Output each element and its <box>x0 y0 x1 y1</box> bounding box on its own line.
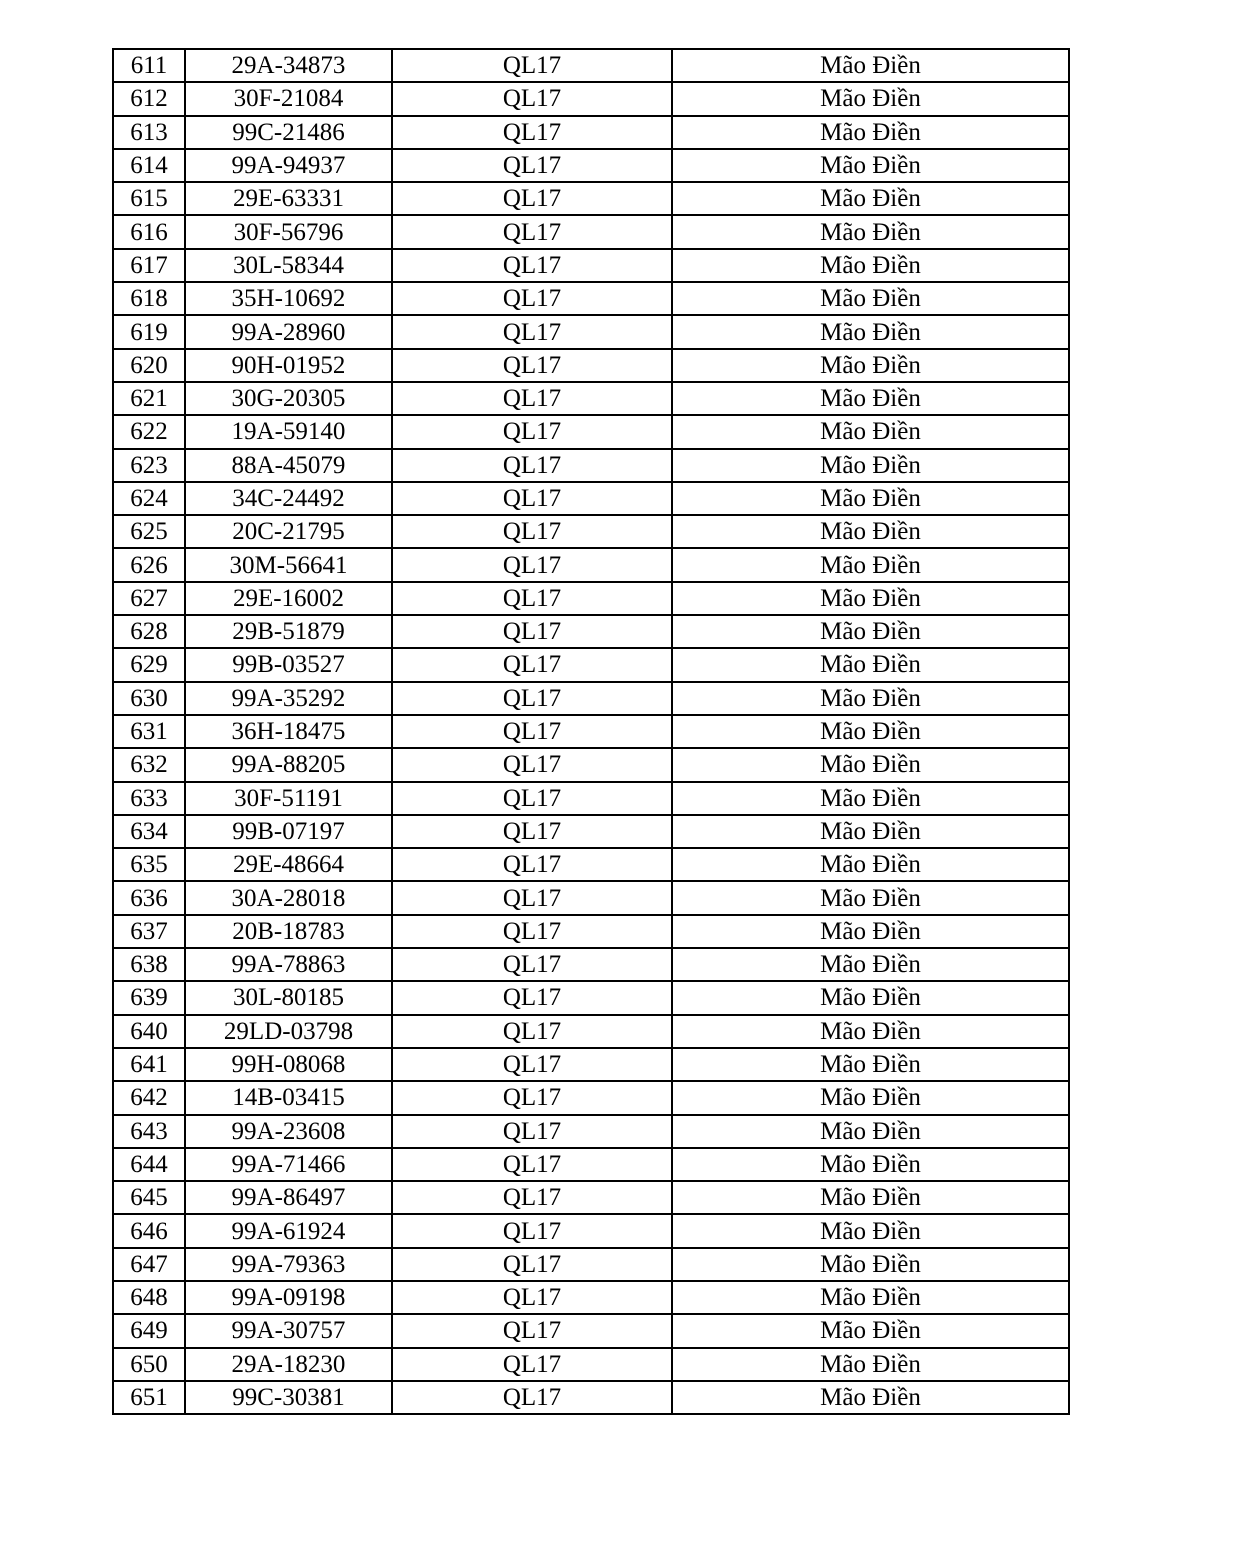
location-cell: Mão Điền <box>672 548 1069 581</box>
location-cell: Mão Điền <box>672 848 1069 881</box>
route-cell: QL17 <box>392 915 672 948</box>
license-plate-cell: 30F-51191 <box>185 782 392 815</box>
row-number-cell: 616 <box>113 215 185 248</box>
row-number-cell: 639 <box>113 981 185 1014</box>
location-cell: Mão Điền <box>672 282 1069 315</box>
license-plate-cell: 19A-59140 <box>185 415 392 448</box>
location-cell: Mão Điền <box>672 249 1069 282</box>
location-cell: Mão Điền <box>672 1148 1069 1181</box>
table-row <box>113 981 1069 1014</box>
table-row <box>113 515 1069 548</box>
location-cell: Mão Điền <box>672 182 1069 215</box>
route-cell: QL17 <box>392 881 672 914</box>
license-plate-cell: 99A-30757 <box>185 1314 392 1347</box>
row-number-cell: 645 <box>113 1181 185 1214</box>
table-row <box>113 1015 1069 1048</box>
table-row <box>113 82 1069 115</box>
table-row <box>113 1381 1069 1414</box>
license-plate-cell: 88A-45079 <box>185 449 392 482</box>
license-plate-cell: 29B-51879 <box>185 615 392 648</box>
table-row <box>113 782 1069 815</box>
row-number-cell: 631 <box>113 715 185 748</box>
row-number-cell: 641 <box>113 1048 185 1081</box>
license-plate-cell: 99B-07197 <box>185 815 392 848</box>
route-cell: QL17 <box>392 1081 672 1114</box>
route-cell: QL17 <box>392 548 672 581</box>
route-cell: QL17 <box>392 981 672 1014</box>
route-cell: QL17 <box>392 482 672 515</box>
row-number-cell: 628 <box>113 615 185 648</box>
table-row <box>113 1314 1069 1347</box>
location-cell: Mão Điền <box>672 1181 1069 1214</box>
row-number-cell: 650 <box>113 1348 185 1381</box>
license-plate-cell: 29A-18230 <box>185 1348 392 1381</box>
license-plate-cell: 29E-48664 <box>185 848 392 881</box>
table-row <box>113 415 1069 448</box>
table-row <box>113 315 1069 348</box>
license-plate-cell: 30F-21084 <box>185 82 392 115</box>
location-cell: Mão Điền <box>672 515 1069 548</box>
row-number-cell: 633 <box>113 782 185 815</box>
row-number-cell: 615 <box>113 182 185 215</box>
row-number-cell: 643 <box>113 1115 185 1148</box>
license-plate-cell: 30L-80185 <box>185 981 392 1014</box>
location-cell: Mão Điền <box>672 748 1069 781</box>
row-number-cell: 635 <box>113 848 185 881</box>
table-row <box>113 748 1069 781</box>
location-cell: Mão Điền <box>672 881 1069 914</box>
route-cell: QL17 <box>392 1314 672 1347</box>
license-plate-cell: 90H-01952 <box>185 349 392 382</box>
table-row <box>113 848 1069 881</box>
route-cell: QL17 <box>392 1248 672 1281</box>
table-row <box>113 548 1069 581</box>
row-number-cell: 611 <box>113 49 185 82</box>
route-cell: QL17 <box>392 1281 672 1314</box>
table-row <box>113 449 1069 482</box>
location-cell: Mão Điền <box>672 948 1069 981</box>
row-number-cell: 640 <box>113 1015 185 1048</box>
table-row <box>113 215 1069 248</box>
route-cell: QL17 <box>392 449 672 482</box>
row-number-cell: 634 <box>113 815 185 848</box>
license-plate-cell: 30A-28018 <box>185 881 392 914</box>
row-number-cell: 625 <box>113 515 185 548</box>
row-number-cell: 642 <box>113 1081 185 1114</box>
license-plate-cell: 99A-23608 <box>185 1115 392 1148</box>
license-plate-cell: 30G-20305 <box>185 382 392 415</box>
table-row <box>113 682 1069 715</box>
table-row <box>113 382 1069 415</box>
route-cell: QL17 <box>392 182 672 215</box>
row-number-cell: 627 <box>113 582 185 615</box>
row-number-cell: 621 <box>113 382 185 415</box>
route-cell: QL17 <box>392 1015 672 1048</box>
location-cell: Mão Điền <box>672 1248 1069 1281</box>
location-cell: Mão Điền <box>672 981 1069 1014</box>
location-cell: Mão Điền <box>672 815 1069 848</box>
location-cell: Mão Điền <box>672 615 1069 648</box>
location-cell: Mão Điền <box>672 915 1069 948</box>
route-cell: QL17 <box>392 1348 672 1381</box>
table-row <box>113 715 1069 748</box>
route-cell: QL17 <box>392 1181 672 1214</box>
route-cell: QL17 <box>392 149 672 182</box>
table-row <box>113 116 1069 149</box>
table-row <box>113 1248 1069 1281</box>
route-cell: QL17 <box>392 49 672 82</box>
route-cell: QL17 <box>392 349 672 382</box>
table-row <box>113 1081 1069 1114</box>
table-body <box>113 49 1069 1414</box>
license-plate-cell: 30L-58344 <box>185 249 392 282</box>
row-number-cell: 636 <box>113 881 185 914</box>
table-row <box>113 948 1069 981</box>
route-cell: QL17 <box>392 315 672 348</box>
license-plate-cell: 30M-56641 <box>185 548 392 581</box>
row-number-cell: 612 <box>113 82 185 115</box>
location-cell: Mão Điền <box>672 1048 1069 1081</box>
route-cell: QL17 <box>392 582 672 615</box>
table-row <box>113 182 1069 215</box>
location-cell: Mão Điền <box>672 1115 1069 1148</box>
license-plate-cell: 99A-88205 <box>185 748 392 781</box>
row-number-cell: 618 <box>113 282 185 315</box>
location-cell: Mão Điền <box>672 82 1069 115</box>
table-row <box>113 1281 1069 1314</box>
license-plate-cell: 36H-18475 <box>185 715 392 748</box>
table-row <box>113 249 1069 282</box>
location-cell: Mão Điền <box>672 149 1069 182</box>
location-cell: Mão Điền <box>672 1348 1069 1381</box>
row-number-cell: 649 <box>113 1314 185 1347</box>
row-number-cell: 638 <box>113 948 185 981</box>
row-number-cell: 647 <box>113 1248 185 1281</box>
route-cell: QL17 <box>392 215 672 248</box>
row-number-cell: 646 <box>113 1214 185 1247</box>
route-cell: QL17 <box>392 282 672 315</box>
location-cell: Mão Điền <box>672 49 1069 82</box>
table-row <box>113 1214 1069 1247</box>
location-cell: Mão Điền <box>672 682 1069 715</box>
location-cell: Mão Điền <box>672 349 1069 382</box>
table-row <box>113 1048 1069 1081</box>
row-number-cell: 632 <box>113 748 185 781</box>
row-number-cell: 637 <box>113 915 185 948</box>
license-plate-cell: 99A-86497 <box>185 1181 392 1214</box>
route-cell: QL17 <box>392 682 672 715</box>
location-cell: Mão Điền <box>672 116 1069 149</box>
route-cell: QL17 <box>392 815 672 848</box>
table-row <box>113 149 1069 182</box>
table-row <box>113 815 1069 848</box>
location-cell: Mão Điền <box>672 782 1069 815</box>
row-number-cell: 619 <box>113 315 185 348</box>
license-plate-cell: 29E-16002 <box>185 582 392 615</box>
location-cell: Mão Điền <box>672 715 1069 748</box>
table-row <box>113 49 1069 82</box>
route-cell: QL17 <box>392 415 672 448</box>
route-cell: QL17 <box>392 748 672 781</box>
license-plate-cell: 99A-61924 <box>185 1214 392 1247</box>
route-cell: QL17 <box>392 615 672 648</box>
location-cell: Mão Điền <box>672 1381 1069 1414</box>
location-cell: Mão Điền <box>672 1214 1069 1247</box>
route-cell: QL17 <box>392 948 672 981</box>
license-plate-cell: 30F-56796 <box>185 215 392 248</box>
license-plate-cell: 29E-63331 <box>185 182 392 215</box>
row-number-cell: 644 <box>113 1148 185 1181</box>
location-cell: Mão Điền <box>672 1015 1069 1048</box>
table-row <box>113 1348 1069 1381</box>
location-cell: Mão Điền <box>672 315 1069 348</box>
table-row <box>113 1181 1069 1214</box>
row-number-cell: 623 <box>113 449 185 482</box>
row-number-cell: 648 <box>113 1281 185 1314</box>
license-plate-cell: 99C-21486 <box>185 116 392 149</box>
location-cell: Mão Điền <box>672 1281 1069 1314</box>
route-cell: QL17 <box>392 116 672 149</box>
location-cell: Mão Điền <box>672 582 1069 615</box>
location-cell: Mão Điền <box>672 415 1069 448</box>
table-row <box>113 582 1069 615</box>
location-cell: Mão Điền <box>672 215 1069 248</box>
license-plate-cell: 99A-28960 <box>185 315 392 348</box>
table-row <box>113 349 1069 382</box>
vehicle-records-table <box>112 48 1070 1415</box>
license-plate-cell: 99H-08068 <box>185 1048 392 1081</box>
table-row <box>113 881 1069 914</box>
location-cell: Mão Điền <box>672 482 1069 515</box>
route-cell: QL17 <box>392 782 672 815</box>
row-number-cell: 624 <box>113 482 185 515</box>
table-row <box>113 615 1069 648</box>
table-row <box>113 1148 1069 1181</box>
row-number-cell: 617 <box>113 249 185 282</box>
license-plate-cell: 29LD-03798 <box>185 1015 392 1048</box>
row-number-cell: 630 <box>113 682 185 715</box>
location-cell: Mão Điền <box>672 1081 1069 1114</box>
route-cell: QL17 <box>392 1148 672 1181</box>
license-plate-cell: 99A-79363 <box>185 1248 392 1281</box>
route-cell: QL17 <box>392 1214 672 1247</box>
table-row <box>113 915 1069 948</box>
table-row <box>113 282 1069 315</box>
row-number-cell: 651 <box>113 1381 185 1414</box>
route-cell: QL17 <box>392 82 672 115</box>
license-plate-cell: 99A-94937 <box>185 149 392 182</box>
route-cell: QL17 <box>392 1381 672 1414</box>
route-cell: QL17 <box>392 382 672 415</box>
row-number-cell: 614 <box>113 149 185 182</box>
license-plate-cell: 35H-10692 <box>185 282 392 315</box>
row-number-cell: 622 <box>113 415 185 448</box>
table-row <box>113 1115 1069 1148</box>
license-plate-cell: 34C-24492 <box>185 482 392 515</box>
license-plate-cell: 20B-18783 <box>185 915 392 948</box>
route-cell: QL17 <box>392 648 672 681</box>
row-number-cell: 629 <box>113 648 185 681</box>
location-cell: Mão Điền <box>672 449 1069 482</box>
license-plate-cell: 99A-09198 <box>185 1281 392 1314</box>
table-row <box>113 482 1069 515</box>
location-cell: Mão Điền <box>672 1314 1069 1347</box>
license-plate-cell: 99A-78863 <box>185 948 392 981</box>
license-plate-cell: 29A-34873 <box>185 49 392 82</box>
route-cell: QL17 <box>392 848 672 881</box>
route-cell: QL17 <box>392 1115 672 1148</box>
row-number-cell: 620 <box>113 349 185 382</box>
license-plate-cell: 99C-30381 <box>185 1381 392 1414</box>
license-plate-cell: 99A-71466 <box>185 1148 392 1181</box>
route-cell: QL17 <box>392 515 672 548</box>
route-cell: QL17 <box>392 715 672 748</box>
row-number-cell: 626 <box>113 548 185 581</box>
row-number-cell: 613 <box>113 116 185 149</box>
license-plate-cell: 99B-03527 <box>185 648 392 681</box>
route-cell: QL17 <box>392 249 672 282</box>
license-plate-cell: 99A-35292 <box>185 682 392 715</box>
table-row <box>113 648 1069 681</box>
license-plate-cell: 20C-21795 <box>185 515 392 548</box>
location-cell: Mão Điền <box>672 382 1069 415</box>
location-cell: Mão Điền <box>672 648 1069 681</box>
route-cell: QL17 <box>392 1048 672 1081</box>
license-plate-cell: 14B-03415 <box>185 1081 392 1114</box>
